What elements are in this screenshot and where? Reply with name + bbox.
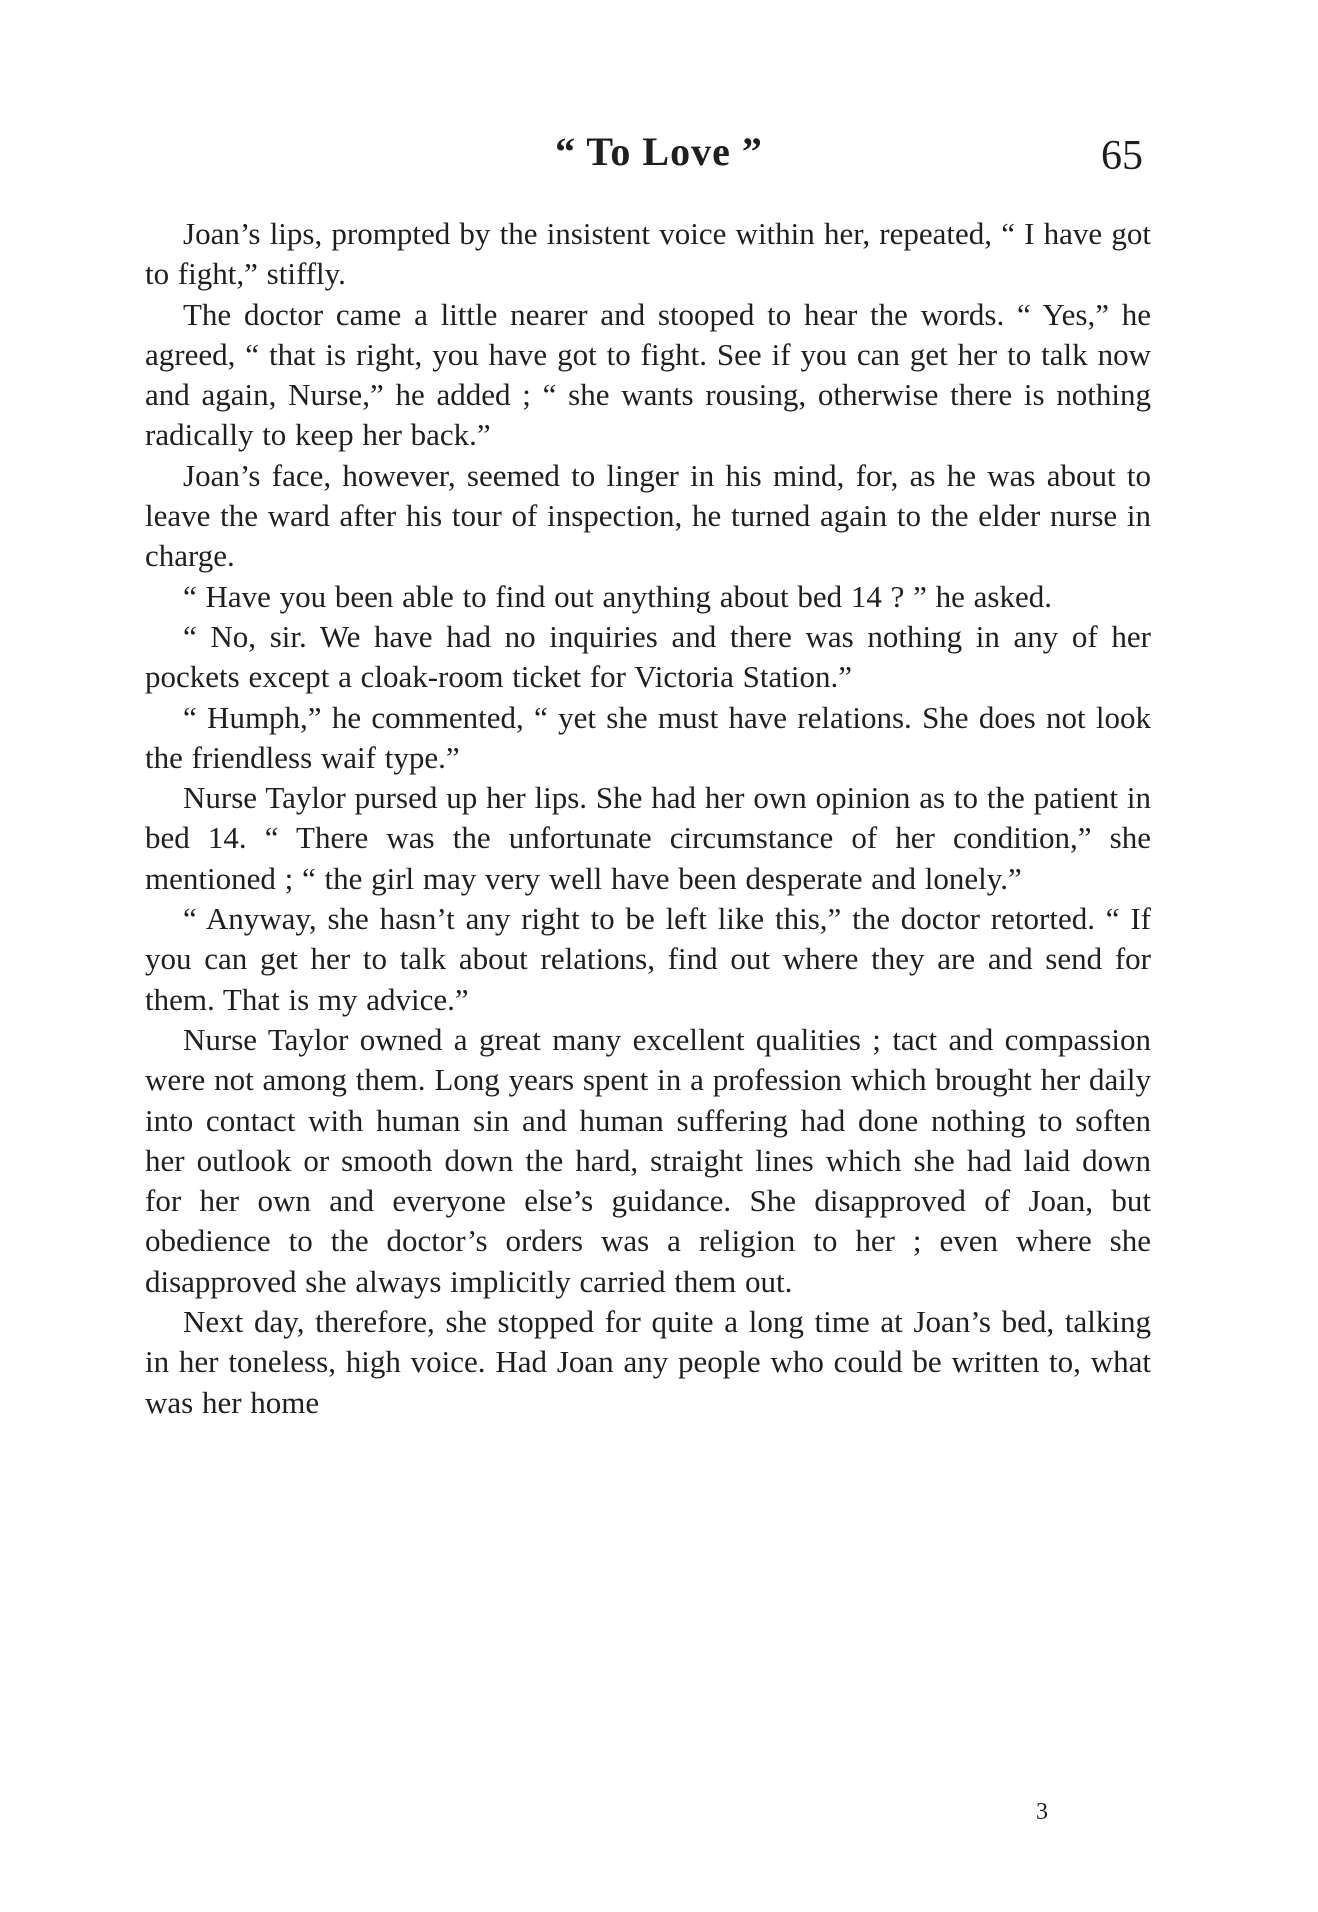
signature-mark: 3 — [1036, 1799, 1048, 1825]
paragraph: Joan’s lips, prompted by the insistent voice within her, repeated, “ I have got to fight,” stiffly. — [145, 216, 1151, 292]
paragraph: Nurse Taylor owned a great many excellent qualities ; tact and compassion were not among them. Long years spent in a profession which brought her daily into contact with human sin and human suffering had done nothing to soften her outlook or smooth down the hard, straight lines which she had laid down for her own and everyone else’s guidance. She disapproved of Joan, but obedience to the doctor’s orders was a religion to her ; even where she disapproved she always implicitly carried them out. — [145, 1021, 1151, 1299]
page-number: 65 — [1101, 133, 1143, 179]
paragraph: The doctor came a little nearer and stooped to hear the words. “ Yes,” he agreed, “ that is right, you have got to fight. See if you can get her to talk now and again, Nurse,” he added ; “ she wants rousing, otherwise there is nothing radically to keep her back.” — [145, 296, 1151, 453]
paragraph: “ Humph,” he commented, “ yet she must have relations. She does not look the friendless waif type.” — [145, 699, 1151, 775]
paragraph: Joan’s face, however, seemed to linger in his mind, for, as he was about to leave the ward after his tour of inspection, he turned again to the elder nurse in charge. — [145, 457, 1151, 574]
running-title: “ To Love ” — [555, 129, 763, 174]
paragraph: Nurse Taylor pursed up her lips. She had her own opinion as to the patient in bed 14. “ There was the unfortunate circumstance of her condition,” she mentioned ; “ the girl may very well have been desperate and lonely.” — [145, 780, 1151, 896]
paragraph: Next day, therefore, she stopped for quite a long time at Joan’s bed, talking in her toneless, high voice. Had Joan any people who could be written to, what was her home — [145, 1304, 1151, 1420]
paragraph: “ Have you been able to find out anything about bed 14 ? ” he asked. — [183, 578, 1052, 614]
body-text — [145, 214, 1151, 1423]
paragraph: “ No, sir. We have had no inquiries and there was nothing in any of her pockets except a cloak-room ticket for Victoria Station.” — [145, 618, 1151, 695]
paragraph: “ Anyway, she hasn’t any right to be left like this,” the doctor retorted. “ If you can get her to talk about relations, find out where they are and send for them. That is my advice.” — [145, 901, 1151, 1017]
